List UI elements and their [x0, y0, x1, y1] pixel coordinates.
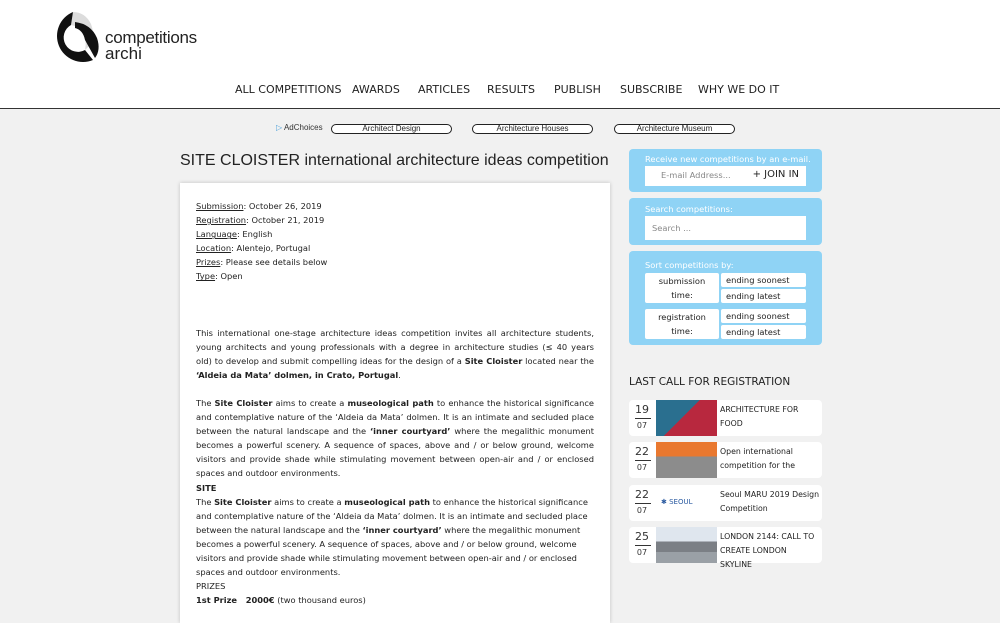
newsletter-box [629, 149, 822, 192]
adchoices-label: AdChoices [283, 123, 323, 132]
item-thumbnail [656, 527, 717, 563]
ad-link-architecture-houses[interactable]: Architecture Houses [472, 124, 593, 134]
item-title: ARCHITECTURE FOR FOOD [720, 405, 799, 428]
item-day: 22 [635, 445, 649, 458]
item-title: Seoul MARU 2019 Design Competition [720, 490, 820, 513]
search-label: Search competitions: [645, 204, 733, 214]
nav-subscribe[interactable]: SUBSCRIBE [620, 83, 683, 96]
last-call-item[interactable] [629, 442, 822, 478]
meta-prizes: Prizes: Please see details below [196, 257, 328, 268]
item-thumbnail: ✱ SEOUL [656, 485, 717, 521]
email-input[interactable]: E-mail Address... [661, 170, 731, 180]
last-call-item[interactable] [629, 400, 822, 436]
join-button[interactable]: + JOIN IN [752, 169, 799, 180]
prizes-heading: PRIZES [196, 581, 226, 592]
logo-mark-icon [45, 10, 105, 65]
nav-articles[interactable]: ARTICLES [418, 83, 471, 96]
item-month: 07 [636, 506, 648, 515]
meta-location: Location: Alentejo, Portugal [196, 243, 311, 254]
page-title: SITE CLOISTER international architecture ideas competition [180, 152, 609, 169]
competition-meta [196, 199, 594, 284]
last-call-item[interactable] [629, 485, 822, 521]
competition-details-card [180, 183, 610, 623]
nav-publish[interactable]: PUBLISH [554, 83, 601, 96]
meta-submission: Submission: October 26, 2019 [196, 201, 322, 211]
nav-why-we-do-it[interactable]: WHY WE DO IT [698, 83, 780, 96]
newsletter-label: Receive new competitions by an e-mail. [645, 154, 811, 164]
last-call-heading: LAST CALL FOR REGISTRATION [629, 376, 791, 388]
adchoices-icon: ▷ [276, 123, 283, 132]
nav-awards[interactable]: AWARDS [352, 83, 400, 96]
search-input[interactable]: Search ... [645, 216, 806, 240]
nav-all-competitions[interactable]: ALL COMPETITIONS [235, 83, 342, 96]
item-title: Open international competition for the [720, 447, 796, 470]
sort-box [629, 251, 822, 345]
last-call-item[interactable] [629, 527, 822, 569]
intro-paragraph: This international one-stage architecture ideas competition invites all architecture students, young architects and young professionals with a degree in architecture studies (≤ 40 years old) to develop and submit compelling ideas for the design of a Site Cloister located near the ‘Aldeia da Mata’ dolmen, in Crato, Portugal. [196, 327, 594, 380]
ad-link-architecture-museum[interactable]: Architecture Museum [614, 124, 735, 134]
item-month: 07 [636, 463, 648, 472]
item-day: 25 [635, 530, 649, 543]
item-thumbnail [656, 400, 717, 436]
site-heading: SITE [196, 482, 217, 493]
first-prize: 1st Prize 2000€ (two thousand euros) [196, 595, 366, 606]
logo-text-competitions: competitions [105, 28, 197, 47]
search-box [629, 198, 822, 245]
item-thumbnail [656, 442, 717, 478]
ad-link-architect-design[interactable]: Architect Design [331, 124, 452, 134]
site-header [0, 0, 1000, 109]
meta-language: Language: English [196, 229, 273, 240]
item-day: 19 [635, 403, 649, 416]
site-paragraph: The Site Cloister aims to create a museological path to enhance the historical significance and contemplative nature of the ‘Aldeia da Mata’ dolmen. It is an intimate and secluded place between the natural landscape and the ‘inner courtyard’ where the megalithic monument becomes a powerful scenery. A sequence of spaces, above and / or below ground, welcome visitors and provide shade while stimulating movement between open-air and / or enclosed spaces and outdoor environments. [196, 496, 588, 578]
meta-registration: Registration: October 21, 2019 [196, 215, 325, 226]
sort-registration-label: registration time: [645, 309, 719, 339]
meta-type: Type: Open [196, 271, 243, 282]
nav-results[interactable]: RESULTS [487, 83, 535, 96]
sort-submission-latest[interactable]: ending latest [721, 289, 806, 303]
description-paragraph: The Site Cloister aims to create a museological path to enhance the historical significance and contemplative nature of the ‘Aldeia da Mata’ dolmen. It is an intimate and secluded place between the natural landscape and the ‘inner courtyard’ where the megalithic monument becomes a powerful scenery. A sequence of spaces, above and / or below ground, welcome visitors and provide shade while stimulating movement between open-air and / or enclosed spaces and outdoor environments. [196, 397, 595, 479]
sort-submission-soonest[interactable]: ending soonest [721, 273, 806, 287]
sort-registration-latest[interactable]: ending latest [721, 325, 806, 339]
sort-registration-soonest[interactable]: ending soonest [721, 309, 806, 323]
sort-submission-label: submission time: [645, 273, 719, 303]
sort-label: Sort competitions by: [645, 260, 734, 270]
item-day: 22 [635, 488, 649, 501]
item-month: 07 [636, 548, 648, 557]
newsletter-form [645, 166, 806, 186]
adchoices[interactable] [276, 123, 323, 132]
logo-text-archi: archi [105, 44, 142, 63]
item-title: LONDON 2144: CALL TO CREATE LONDON SKYLINE [720, 532, 815, 569]
competitions-archi-logo[interactable] [45, 10, 205, 65]
item-month: 07 [636, 421, 648, 430]
